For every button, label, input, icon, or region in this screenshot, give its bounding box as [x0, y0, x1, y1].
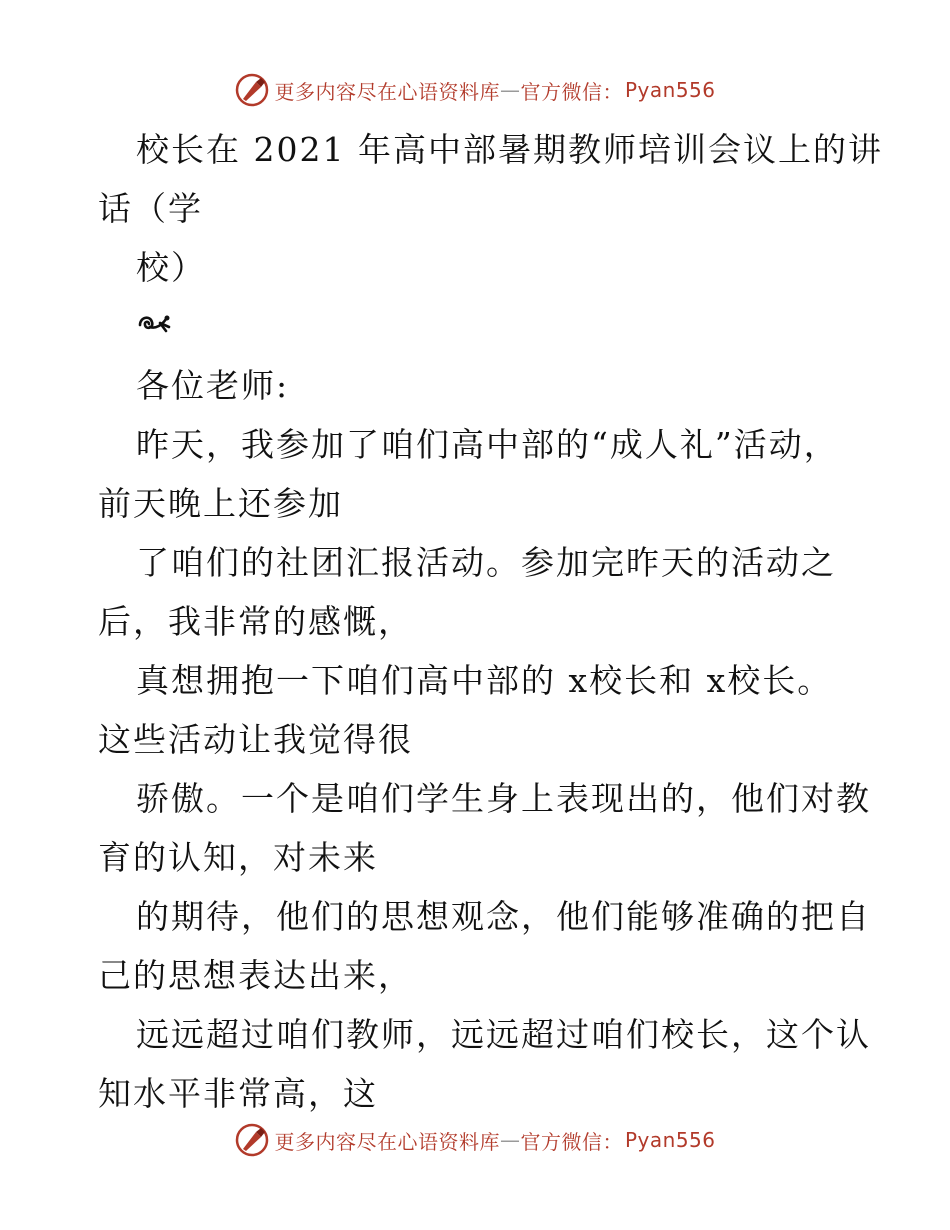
- para-line-2: 前天晚上还参加: [98, 484, 343, 523]
- banner-wechat-id: Pyan556: [624, 78, 716, 102]
- para-line-12: 知水平非常高，这: [98, 1074, 378, 1113]
- para-line-1: 昨天，我参加了咱们高中部的“成人礼”活动，: [136, 425, 839, 464]
- para-line-9: 的期待，他们的思想观念，他们能够准确的把自: [136, 897, 871, 936]
- banner-dash: —: [499, 78, 521, 102]
- fleuron-ornament-icon: [136, 309, 172, 339]
- para-line-7: 骄傲。一个是咱们学生身上表现出的，他们对教: [136, 779, 871, 818]
- banner-wechat-id: Pyan556: [624, 1128, 716, 1152]
- title-line-1: 校长在 2021 年高中部暑期教师培训会议上的讲: [136, 130, 883, 169]
- para-line-11: 远远超过咱们教师，远远超过咱们校长，这个认: [136, 1015, 871, 1054]
- title-line-2: 话（学: [98, 189, 203, 228]
- ornament-row: [98, 297, 858, 356]
- title-line-3: 校）: [136, 248, 206, 287]
- para-line-10: 己的思想表达出来，: [98, 956, 413, 995]
- banner-official-label: 官方微信：: [520, 79, 623, 104]
- document-body: [98, 120, 883, 1123]
- salutation: 各位老师:: [136, 366, 290, 405]
- banner-official-label: 官方微信：: [520, 1129, 623, 1154]
- footer-banner: [0, 1120, 950, 1160]
- banner-main-text: 更多内容尽在心语资料库: [274, 79, 500, 104]
- pen-logo-icon: [234, 72, 270, 108]
- para-line-8: 育的认知，对未来: [98, 838, 378, 877]
- header-banner: [0, 70, 950, 110]
- banner-main-text: 更多内容尽在心语资料库: [274, 1129, 500, 1154]
- pen-logo-icon: [234, 1122, 270, 1158]
- banner-dash: —: [499, 1128, 521, 1152]
- para-line-3: 了咱们的社团汇报活动。参加完昨天的活动之: [136, 543, 836, 582]
- para-line-6: 这些活动让我觉得很: [98, 720, 413, 759]
- para-line-4: 后，我非常的感慨，: [98, 602, 413, 641]
- para-line-5: 真想拥抱一下咱们高中部的 x校长和 x校长。: [136, 661, 833, 700]
